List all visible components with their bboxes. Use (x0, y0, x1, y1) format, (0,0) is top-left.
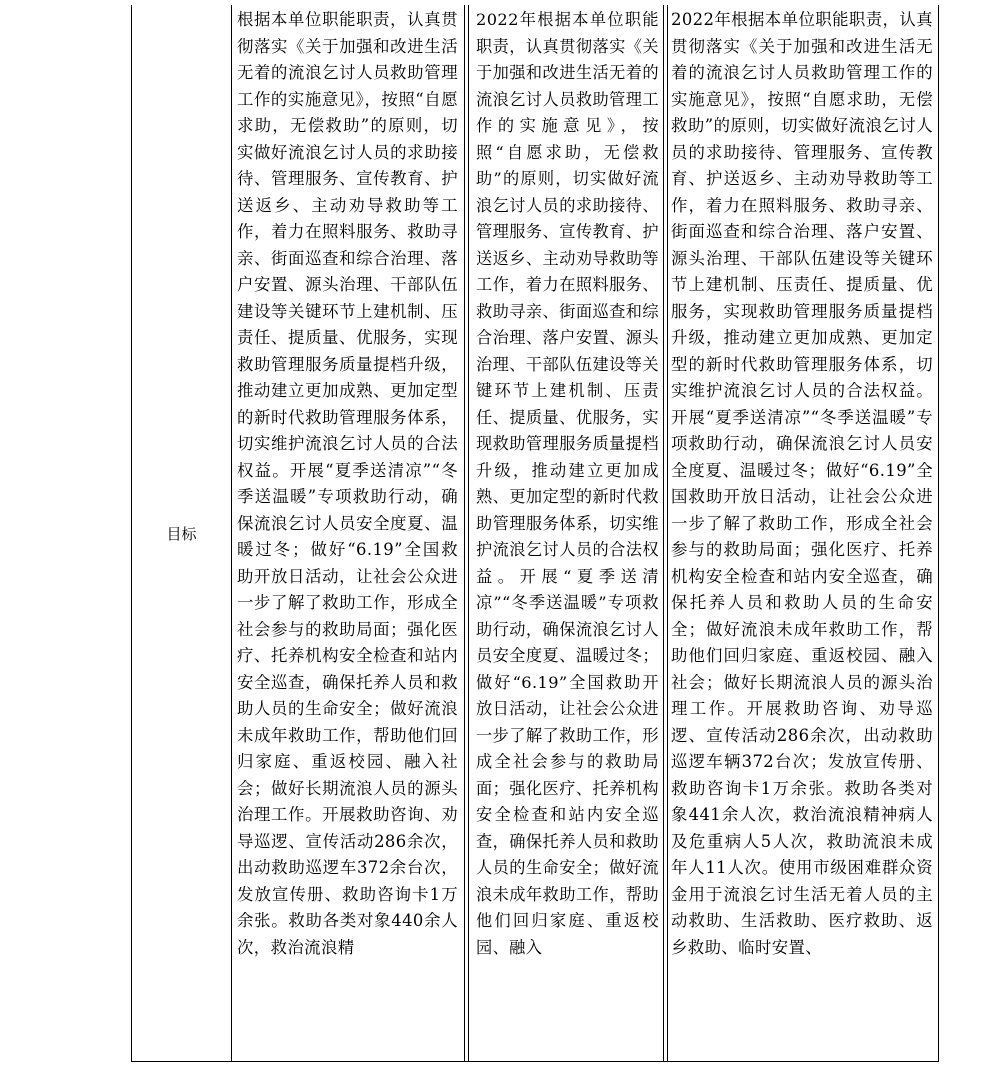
goal-text-1: 根据本单位职能职责，认真贯彻落实《关于加强和改进生活无着的流浪乞讨人员救助管理工作的实施意见》，按照“自愿求助，无偿救助”的原则，切实做好流浪乞讨人员的求助接待、管理服务、宣传教育、护送返乡、主动劝导救助等工作，着力在照料服务、救助寻亲、街面巡查和综合治理、落户安置、源头治理、干部队伍建设等关键环节上建机制、压责任、提质量、优服务，实现救助管理服务质量提档升级，推动建立更加成熟、更加定型的新时代救助管理服务体系，切实维护流浪乞讨人员的合法权益。开展“夏季送清凉”“冬季送温暖”专项救助行动，确保流浪乞讨人员安全度夏、温暖过冬；做好“6.19”全国救助开放日活动，让社会公众进一步了解了救助工作，形成全社会参与的救助局面；强化医疗、托养机构安全检查和站内安全巡查，确保托养人员和救助人员的生命安全；做好流浪未成年救助工作，帮助他们回归家庭、重返校园、融入社会；做好长期流浪人员的源头治理工作。开展救助咨询、劝导巡逻、宣传活动286余次，出动救助巡逻车372余台次，发放宣传册、救助咨询卡1万余张。救助各类对象440余人次，救治流浪精 (237, 10, 458, 957)
goal-text-2: 2022年根据本单位职能职责，认真贯彻落实《关于加强和改进生活无着的流浪乞讨人员救助管理工作的实施意见》，按照“自愿求助，无偿救助”的原则，切实做好流浪乞讨人员的求助接待、管理服务、宣传教育、护送返乡、主动劝导救助等工作，着力在照料服务、救助寻亲、街面巡查和综合治理、落户安置、源头治理、干部队伍建设等关键环节上建机制、压责任、提质量、优服务，实现救助管理服务质量提档升级，推动建立更加成熟、更加定型的新时代救助管理服务体系，切实维护流浪乞讨人员的合法权益。开展“夏季送清凉”“冬季送温暖”专项救助行动，确保流浪乞讨人员安全度夏、温暖过冬；做好“6.19”全国救助开放日活动，让社会公众进一步了解了救助工作，形成全社会参与的救助局面；强化医疗、托养机构安全检查和站内安全巡查，确保托养人员和救助人员的生命安全；做好流浪未成年救助工作，帮助他们回归家庭、重返校园、融入 (476, 10, 659, 957)
column-divider (468, 5, 469, 1061)
column-divider (231, 5, 232, 1061)
goal-table (131, 5, 939, 1062)
column-divider (667, 5, 668, 1061)
goal-cell-3 (669, 5, 935, 1061)
goal-cell-2 (471, 5, 661, 1061)
column-divider (464, 5, 465, 1061)
goal-cell-1 (234, 5, 460, 1061)
row-label-cell (132, 5, 231, 1061)
goal-text-3: 2022年根据本单位职能职责，认真贯彻落实《关于加强和改进生活无着的流浪乞讨人员救助管理工作的实施意见》，按照“自愿求助，无偿救助”的原则，切实做好流浪乞讨人员的求助接待、管理服务、宣传教育、护送返乡、主动劝导救助等工作，着力在照料服务、救助寻亲、街面巡查和综合治理、落户安置、源头治理、干部队伍建设等关键环节上建机制、压责任、提质量、优服务，实现救助管理服务质量提档升级，推动建立更加成熟、更加定型的新时代救助管理服务体系，切实维护流浪乞讨人员的合法权益。开展“夏季送清凉”“冬季送温暖”专项救助行动，确保流浪乞讨人员安全度夏、温暖过冬；做好“6.19”全国救助开放日活动，让社会公众进一步了解了救助工作，形成全社会参与的救助局面；强化医疗、托养机构安全检查和站内安全巡查，确保托养人员和救助人员的生命安全；做好流浪未成年救助工作，帮助他们回归家庭、重返校园、融入社会；做好长期流浪人员的源头治理工作。开展救助咨询、劝导巡逻、宣传活动286余次，出动救助巡逻车辆372台次；发放宣传册、救助咨询卡1万余张。救助各类对象441余人次，救治流浪精神病人及危重病人5人次，救助流浪未成年人11人次。使用市级困难群众资金用于流浪乞讨生活无着人员的主动救助、生活救助、医疗救助、返乡救助、临时安置、 (671, 10, 933, 957)
row-label: 目标 (166, 524, 197, 543)
column-divider (663, 5, 664, 1061)
